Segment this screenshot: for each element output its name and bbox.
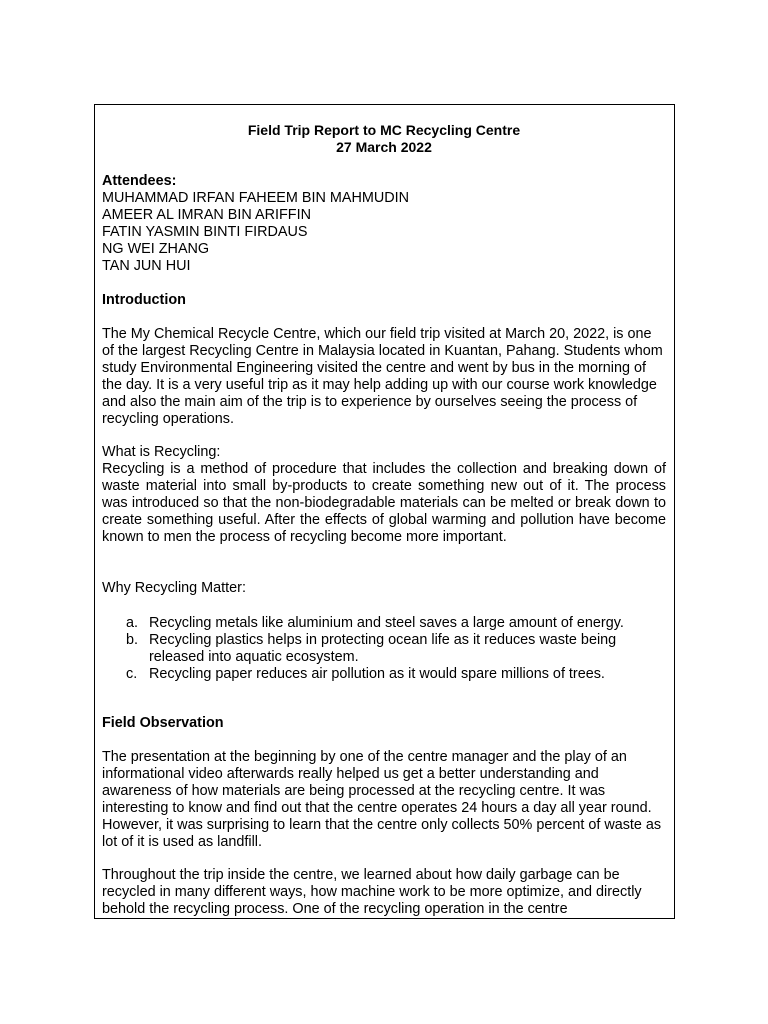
title-line-2: 27 March 2022	[336, 139, 432, 155]
field-observation-paragraph-2: Throughout the trip inside the centre, we learned about how daily garbage can be recycled in many different ways, how machine work to be more optimize, and directly behold the recycling process. One of the recycling operation in the centre	[102, 867, 642, 917]
introduction-paragraph: The My Chemical Recycle Centre, which our field trip visited at March 20, 2022, is one of the largest Recycling Centre in Malaysia located in Kuantan, Pahang. Students whom study Environmental Engineering visited the centre and went by bus in the morning of the day. It is a very useful trip as it may help adding up with our course work knowledge and also the main aim of the trip is to experience by ourselves seeing the process of recycling operations.	[102, 326, 663, 427]
document-page	[94, 104, 675, 919]
report-title	[102, 122, 666, 156]
field-observation-paragraph-1: The presentation at the beginning by one of the centre manager and the play of an informational video afterwards really helped us get a better understanding and awareness of how materials are being processed at the recycling centre. It was interesting to know and find out that the centre operates 24 hours a day all year round. However, it was surprising to learn that the centre only collects 50% percent of waste as lot of it is used as landfill.	[102, 749, 662, 850]
attendees-label: Attendees:	[102, 173, 177, 189]
document-content	[102, 122, 666, 918]
attendees-list	[102, 190, 666, 275]
attendee-name: TAN JUN HUI	[102, 258, 191, 274]
list-item-text: Recycling metals like aluminium and steel saves a large amount of energy.	[149, 615, 624, 631]
why-recycling-list	[102, 615, 666, 683]
what-is-recycling-paragraph: Recycling is a method of procedure that includes the collection and breaking down of waste material into small by-products to create something new out of it. The process was introduced so that the non-biodegradable materials can be melted or break down to create something useful. After the effects of global warming and pollution have become known to men the process of recycling become more important.	[102, 461, 666, 545]
attendee-name: MUHAMMAD IRFAN FAHEEM BIN MAHMUDIN	[102, 190, 410, 206]
field-observation-heading: Field Observation	[102, 715, 224, 731]
list-item-text: Recycling paper reduces air pollution as it would spare millions of trees.	[149, 666, 605, 682]
list-item-text: Recycling plastics helps in protecting ocean life as it reduces waste being released into aquatic ecosystem.	[149, 632, 617, 665]
list-marker: a.	[126, 615, 139, 631]
list-marker: c.	[126, 666, 138, 682]
list-item	[102, 632, 666, 666]
what-is-recycling-heading: What is Recycling:	[102, 444, 221, 460]
list-marker: b.	[126, 632, 139, 648]
list-item	[102, 666, 666, 683]
list-item	[102, 615, 666, 632]
title-line-1: Field Trip Report to MC Recycling Centre	[247, 122, 521, 138]
attendee-name: AMEER AL IMRAN BIN ARIFFIN	[102, 207, 311, 223]
why-recycling-heading: Why Recycling Matter:	[102, 580, 246, 596]
attendee-name: FATIN YASMIN BINTI FIRDAUS	[102, 224, 308, 240]
attendee-name: NG WEI ZHANG	[102, 241, 210, 257]
introduction-heading: Introduction	[102, 292, 186, 308]
